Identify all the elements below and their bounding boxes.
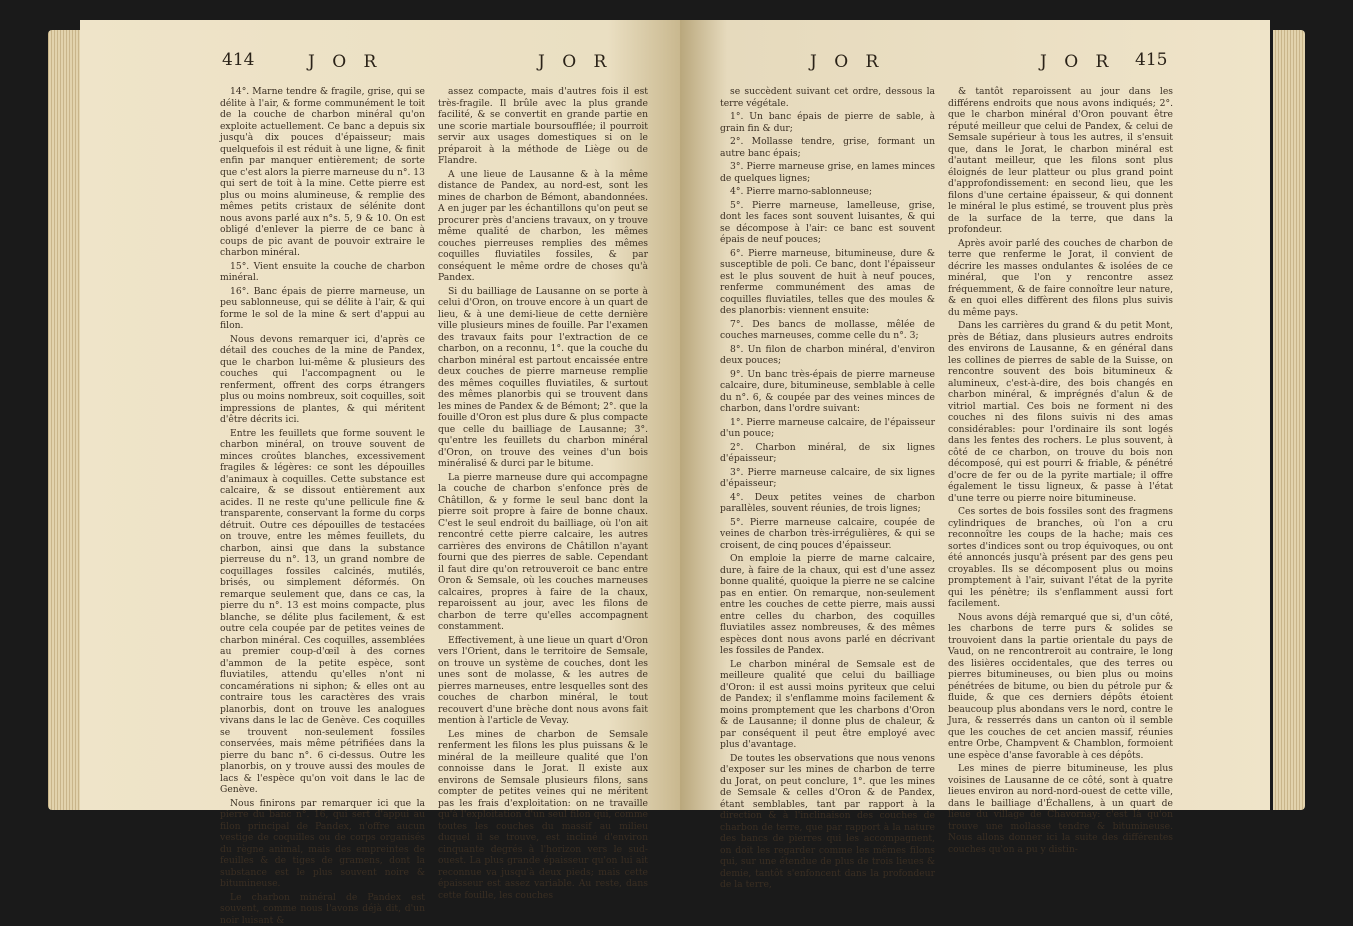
paragraph: 2°. Mollasse tendre, grise, formant un autre banc épais; xyxy=(720,136,935,159)
paragraph: 3°. Pierre marneuse grise, en lames minces de quelques lignes; xyxy=(720,161,935,184)
running-head-left-1: J O R xyxy=(308,52,382,72)
paragraph: Ces sortes de bois fossiles sont des fragmens cylindriques de branches, où l'on a cru reconnoître les coups de la hache; mais ces sortes d'indices sont ou trop équivoques, ou ont été annoncés jusqu'à présent par des gens peu croyables. Ils se décomposent plus ou moins promptement à l'air, suivant l'état de la pyrite qui les pénètre; ils s'enflamment aussi fort facilement. xyxy=(948,506,1173,610)
paragraph: Nous avons déjà remarqué que si, d'un côté, les charbons de terre purs & solides se trouvoient dans la partie orientale du pays de Vaud, on ne rencontreroit au contraire, le long des lisières occidentales, que des terres ou pierres bitumineuses, ou bien plus ou moins pénétrées de bitume, ou bien du pétrole pur & fluide, & que ces derniers dépôts étoient beaucoup plus abondans vers le nord, contre le Jura, & resserrés dans un canton où il semble que les couches de cet ancien massif, réunies entre Orbe, Champvent & Chamblon, formoient une espèce d'anse favorable à ces dépôts. xyxy=(948,612,1173,762)
left-page-column-1 xyxy=(220,86,425,786)
paragraph: 3°. Pierre marneuse calcaire, de six lignes d'épaisseur; xyxy=(720,467,935,490)
paragraph: 4°. Pierre marno-sablonneuse; xyxy=(720,186,935,198)
paragraph: Le charbon minéral de Pandex est souvent, comme nous l'avons déjà dit, d'un noir luisant & xyxy=(220,892,425,926)
right-page-column-1 xyxy=(720,86,935,786)
paragraph: 16°. Banc épais de pierre marneuse, un peu sablonneuse, qui se délite à l'air, & qui forme le sol de la mine & sert d'appui au filon. xyxy=(220,286,425,332)
paragraph: 1°. Pierre marneuse calcaire, de l'épaisseur d'un pouce; xyxy=(720,417,935,440)
paragraph: De toutes les observations que nous venons d'exposer sur les mines de charbon de terre du Jorat, on peut conclure, 1°. que les mines de Semsale & celles d'Oron & de Pandex, étant semblables, tant par rapport à la direction & à l'inclinaison des couches de charbon de terre, que par rapport à la nature des bancs de pierres qui les accompagnent, on doit les regarder comme les mêmes filons qui, sur une étendue de plus de trois lieues & demie, tantôt s'enfoncent dans la profondeur de la terre, xyxy=(720,753,935,891)
paragraph: 1°. Un banc épais de pierre de sable, à grain fin & dur; xyxy=(720,111,935,134)
paragraph: Nous devons remarquer ici, d'après ce détail des couches de la mine de Pandex, que le charbon lui-même & plusieurs des couches qui l'accompagnent ou le renferment, offrent des corps étrangers plus ou moins nombreux, soit coquilles, soit impressions de plantes, & qui méritent d'être décrits ici. xyxy=(220,334,425,426)
paragraph: 2°. Charbon minéral, de six lignes d'épaisseur; xyxy=(720,442,935,465)
paragraph: 4°. Deux petites veines de charbon parallèles, souvent réunies, de trois lignes; xyxy=(720,492,935,515)
page-number-left: 414 xyxy=(222,50,254,70)
left-page-column-2 xyxy=(438,86,648,786)
paragraph: 5°. Pierre marneuse calcaire, coupée de veines de charbon très-irrégulières, & qui se croisent, de cinq pouces d'épaisseur. xyxy=(720,517,935,552)
paragraph: 9°. Un banc très-épais de pierre marneuse calcaire, dure, bitumineuse, semblable à celle du n°. 6, & coupée par des veines minces de charbon, dans l'ordre suivant: xyxy=(720,369,935,415)
page-edges-right xyxy=(1273,30,1305,810)
paragraph: A une lieue de Lausanne & à la même distance de Pandex, au nord-est, sont les mines de charbon de Bémont, abandonnées. A en juger par les échantillons qu'on peut se procurer près d'anciens travaux, on y trouve même qualité de charbon, les mêmes couches pierreuses remplies des mêmes coquilles fluviatiles fossiles, & par conséquent le même ordre de choses qu'à Pandex. xyxy=(438,169,648,284)
running-head-right-2: J O R xyxy=(1040,52,1114,72)
right-page xyxy=(680,20,1270,810)
left-page xyxy=(80,20,680,810)
paragraph: se succèdent suivant cet ordre, dessous la terre végétale. xyxy=(720,86,935,109)
paragraph: Effectivement, à une lieue un quart d'Oron vers l'Orient, dans le territoire de Semsale, on trouve un système de couches, dont les unes sont de molasse, & les autres de pierres marneuses, entre lesquelles sont des couches de charbon minéral, le tout recouvert d'une brèche dont nous avons fait mention à l'article de Vevay. xyxy=(438,635,648,727)
paragraph: Les mines de pierre bitumineuse, les plus voisines de Lausanne de ce côté, sont à quatre lieues environ au nord-nord-ouest de cette ville, dans le bailliage d'Échallens, à un quart de lieue du village de Chavornay: c'est là qu'on trouve une mollasse tendre & bitumineuse. Nous allons donner ici la suite des différentes couches qu'on a pu y distin- xyxy=(948,763,1173,855)
paragraph: Entre les feuillets que forme souvent le charbon minéral, on trouve souvent de minces croûtes blanches, excessivement fragiles & légères: ce sont les dépouilles d'animaux à coquilles. Cette substance est calcaire, & se dissout entièrement aux acides. Il ne reste qu'une pellicule fine & transparente, conservant la forme du corps détruit. Outre ces dépouilles de testacées on trouve, entre les mêmes feuillets, du charbon, ainsi que dans la substance pierreuse du n°. 13, un grand nombre de coquillages fossiles calcinés, mutilés, brisés, ou simplement déformés. On remarque seulement que, dans ce cas, la pierre du n°. 13 est moins compacte, plus blanche, se délite plus facilement, & est outre cela coupée par de petites veines de charbon minéral. Ces coquilles, assemblées au premier coup-d'œil à des cornes d'ammon de la petite espèce, sont fluviatiles, attendu qu'elles n'ont ni concamérations ni siphon; & elles ont au contraire tous les caractères des vrais planorbis, dont on trouve les analogues vivans dans le lac de Genève. Ces coquilles se trouvent non-seulement fossiles conservées, mais même pétrifiées dans la pierre du banc n°. 6 ci-dessus. Outre les planorbis, on y trouve aussi des moules de lacs & l'espèce qu'on voit dans le lac de Genève. xyxy=(220,428,425,796)
paragraph: 7°. Des bancs de mollasse, mêlée de couches marneuses, comme celle du n°. 3; xyxy=(720,319,935,342)
paragraph: 15°. Vient ensuite la couche de charbon minéral. xyxy=(220,261,425,284)
paragraph: La pierre marneuse dure qui accompagne la couche de charbon s'enfonce près de Châtillon, & y forme le seul banc dont la pierre soit propre à faire de bonne chaux. C'est le seul endroit du bailliage, où l'on ait rencontré cette pierre calcaire, les autres carrières des environs de Châtillon n'ayant fourni que des pierres de sable. Cependant il faut dire qu'on retrouveroit ce banc entre Oron & Semsale, où les couches marneuses calcaires, propres à faire de la chaux, reparoissent au jour, avec les filons de charbon de terre qu'elles accompagnent constamment. xyxy=(438,472,648,633)
right-page-column-2 xyxy=(948,86,1173,786)
paragraph: Les mines de charbon de Semsale renferment les filons les plus puissans & le minéral de la meilleure qualité que l'on connoisse dans le Jorat. Il existe aux environs de Semsale plusieurs filons, sans compter de petites veines qui ne méritent pas les frais d'exploitation: on ne travaille qu'à l'exploitation d'un seul filon qui, comme toutes les couches du massif au milieu duquel il se trouve, est incliné d'environ cinquante degrés à l'horizon vers le sud-ouest. La plus grande épaisseur qu'on lui ait reconnue va jusqu'à deux pieds; mais cette épaisseur est assez variable. Au reste, dans cette fouille, les couches xyxy=(438,729,648,902)
running-head-right-1: J O R xyxy=(810,52,884,72)
paragraph: 14°. Marne tendre & fragile, grise, qui se délite à l'air, & forme communément le toit de la couche de charbon minéral qu'on exploite actuellement. Ce banc a depuis six jusqu'à dix pouces d'épaisseur; mais quelquefois il est réduit à une ligne, & finit enfin par manquer entièrement; de sorte que c'est alors la pierre marneuse du n°. 13 qui sert de toit à la mine. Cette pierre est plus ou moins alumineuse, & remplie des mêmes petits cristaux de sélénite dont nous avons parlé aux n°s. 5, 9 & 10. On est obligé d'enlever la pierre de ce banc à coups de pic avant de pouvoir extraire le charbon minéral. xyxy=(220,86,425,259)
paragraph: 5°. Pierre marneuse, lamelleuse, grise, dont les faces sont souvent luisantes, & qui se décompose à l'air: ce banc est souvent épais de neuf pouces; xyxy=(720,200,935,246)
page-edges-left xyxy=(48,30,80,810)
paragraph: Si du bailliage de Lausanne on se porte à celui d'Oron, on trouve encore à un quart de lieu, & à une demi-lieue de cette dernière ville plusieurs mines de fouille. Par l'examen des travaux faits pour l'extraction de ce charbon, on a reconnu, 1°. que la couche du charbon minéral est partout encaissée entre deux couches de pierre marneuse remplie des mêmes coquilles fluviatiles, & surtout des mêmes planorbis qui se trouvent dans les mines de Pandex & de Bémont; 2°. que la fouille d'Oron est plus dure & plus compacte que celle du bailliage de Lausanne; 3°. qu'entre les feuillets du charbon minéral d'Oron, on trouve des veines d'un bois minéralisé & durci par le bitume. xyxy=(438,286,648,470)
paragraph: assez compacte, mais d'autres fois il est très-fragile. Il brûle avec la plus grande facilité, & se convertit en grande partie en une scorie martiale boursoufflée; il pourroit servir aux usages domestiques si on le préparoit à la méthode de Liège ou de Flandre. xyxy=(438,86,648,167)
paragraph: & tantôt reparoissent au jour dans les différens endroits que nous avons indiqués; 2°. que le charbon minéral d'Oron pouvant être réputé meilleur que celui de Pandex, & celui de Semsale supérieur à tous les autres, il s'ensuit que, dans le Jorat, le charbon minéral est d'autant meilleur, que les filons sont plus éloignés de leur platteur ou plus grand point d'approfondissement: en second lieu, que les filons d'une certaine épaisseur, & qui donnent le minéral le plus estimé, se trouvent plus près de la surface de la terre, que dans la profondeur. xyxy=(948,86,1173,236)
paragraph: On emploie la pierre de marne calcaire, dure, à faire de la chaux, qui est d'une assez bonne qualité, quoique la pierre ne se calcine pas en entier. On remarque, non-seulement entre les couches de cette pierre, mais aussi entre celles du charbon, des coquilles fluviatiles assez nombreuses, & des mêmes espèces dont nous avons parlé en décrivant les fossiles de Pandex. xyxy=(720,553,935,657)
paragraph: Le charbon minéral de Semsale est de meilleure qualité que celui du bailliage d'Oron: il est aussi moins pyriteux que celui de Pandex; il s'enflamme moins facilement & moins promptement que les charbons d'Oron & de Lausanne; il donne plus de chaleur, & par conséquent il peut être employé avec plus d'avantage. xyxy=(720,659,935,751)
paragraph: 6°. Pierre marneuse, bitumineuse, dure & susceptible de poli. Ce banc, dont l'épaisseur est le plus souvent de huit à neuf pouces, renferme communément des amas de coquilles fluviatiles, telles que des moules & des planorbis: viennent ensuite: xyxy=(720,248,935,317)
paragraph: Nous finirons par remarquer ici que la pierre du banc n°. 16, qui sert d'appui au filon principal de Pandex, n'offre aucun vestige de coquilles ou de corps organisés du règne animal, mais des empreintes de feuilles & de tiges de gramens, dont la substance est le plus souvent noire & bitumineuse. xyxy=(220,798,425,890)
running-head-left-2: J O R xyxy=(538,52,612,72)
paragraph: Après avoir parlé des couches de charbon de terre que renferme le Jorat, il convient de décrire les masses ondulantes & isolées de ce minéral, que l'on y rencontre assez fréquemment, & de faire connoître leur nature, & en quoi elles diffèrent des filons plus suivis du même pays. xyxy=(948,238,1173,319)
paragraph: Dans les carrières du grand & du petit Mont, près de Bétiaz, dans plusieurs autres endroits des environs de Lausanne, & en général dans les collines de pierres de sable de la Suisse, on rencontre souvent des bois bitumineux & alumineux, c'est-à-dire, des bois changés en charbon minéral, & imprégnés d'alun & de vitriol martial. Ces bois ne forment ni des couches ni des filons suivis ni des amas considérables: pour l'ordinaire ils sont logés dans les fentes des rochers. Le plus souvent, à côté de ce charbon, on trouve du bois non décomposé, qui est pourri & friable, & pénétré d'ocre de fer ou de la pyrite martiale; il offre également le tissu ligneux, & passe à l'état d'une terre ou pierre noire bitumineuse. xyxy=(948,320,1173,504)
page-number-right: 415 xyxy=(1135,50,1167,70)
paragraph: 8°. Un filon de charbon minéral, d'environ deux pouces; xyxy=(720,344,935,367)
